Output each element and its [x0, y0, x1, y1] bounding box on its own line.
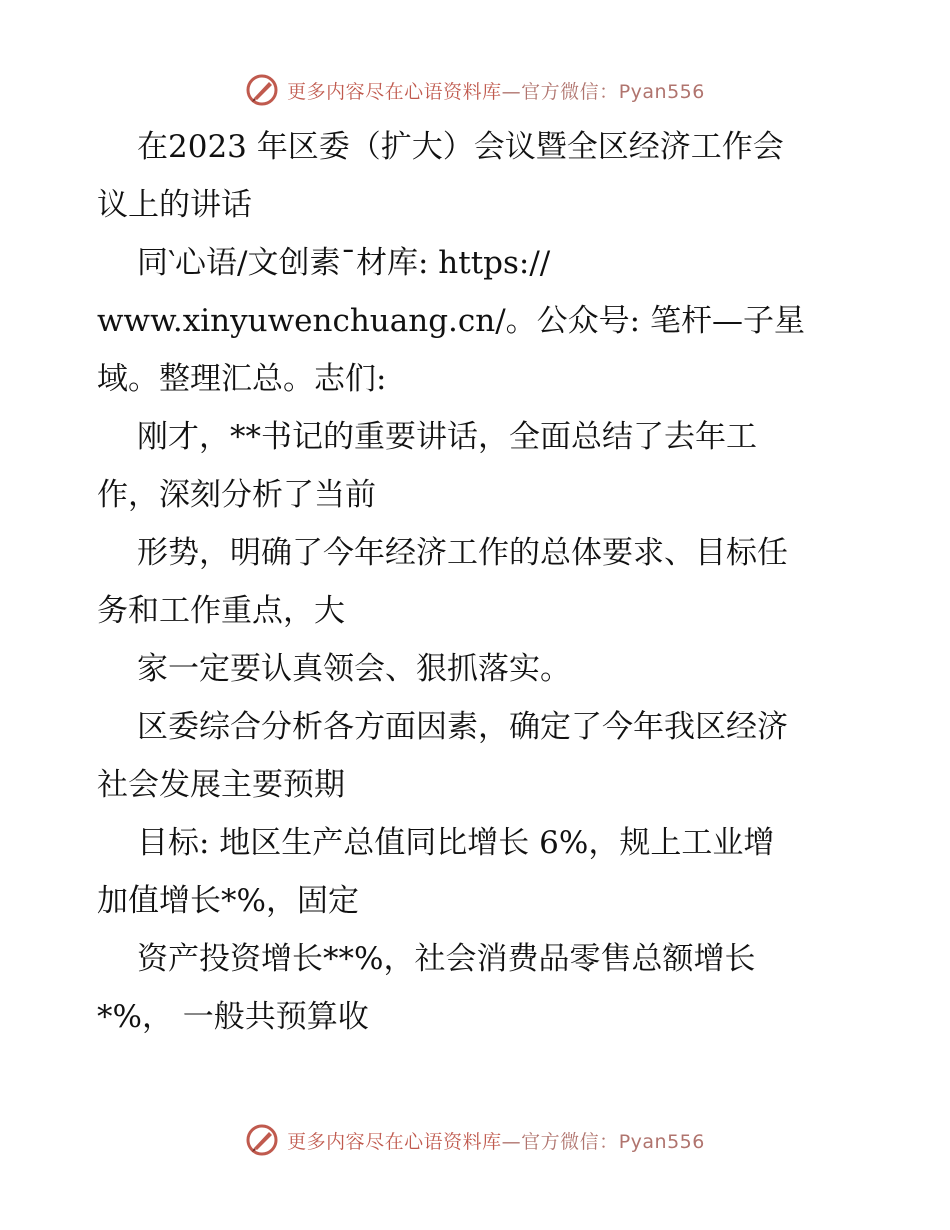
- quill-pen-logo-icon: [245, 73, 279, 107]
- text-line: 刚才，**书记的重要讲话，全面总结了去年工: [137, 419, 757, 455]
- footer-banner-main: 更多内容尽在心语资料库: [287, 1130, 502, 1153]
- text-line: 议上的讲话: [97, 187, 252, 223]
- document-body: [97, 118, 857, 1046]
- text-line: *%， 一般共预算收: [97, 999, 369, 1035]
- text-line: 作，深刻分析了当前: [97, 477, 376, 513]
- text-line: 务和工作重点，大: [97, 593, 345, 629]
- text-line: 加值增长*%，固定: [97, 883, 359, 919]
- text-line: 家一定要认真领会、狠抓落实。: [137, 651, 571, 687]
- text-line: 区委综合分析各方面因素，确定了今年我区经济: [137, 709, 788, 745]
- text-line: 资产投资增长**%，社会消费品零售总额增长: [137, 941, 756, 977]
- text-line: 在2023 年区委（扩大）会议暨全区经济工作会: [137, 129, 784, 165]
- footer-banner: [0, 1120, 950, 1160]
- header-banner-text: [287, 77, 705, 104]
- text-line: 目标: 地区生产总值同比增长 6%，规上工业增: [137, 825, 775, 861]
- header-banner-id: Pyan556: [618, 80, 705, 103]
- text-line: 社会发展主要预期: [97, 767, 345, 803]
- text-line: 域。整理汇总。志们:: [97, 361, 387, 397]
- text-line: 同‵心语/文创素¯材库: https://: [137, 245, 551, 281]
- footer-banner-text: [287, 1127, 705, 1154]
- quill-pen-logo-icon: [245, 1123, 279, 1157]
- header-banner-sep: —官方微信：: [501, 80, 619, 103]
- footer-banner-sep: —官方微信：: [501, 1130, 619, 1153]
- header-banner: [0, 70, 950, 110]
- footer-banner-id: Pyan556: [618, 1130, 705, 1153]
- text-line: www.xinyuwenchuang.cn/。公众号: 笔杆—子星: [97, 303, 805, 339]
- text-line: 形势，明确了今年经济工作的总体要求、目标任: [137, 535, 788, 571]
- header-banner-main: 更多内容尽在心语资料库: [287, 80, 502, 103]
